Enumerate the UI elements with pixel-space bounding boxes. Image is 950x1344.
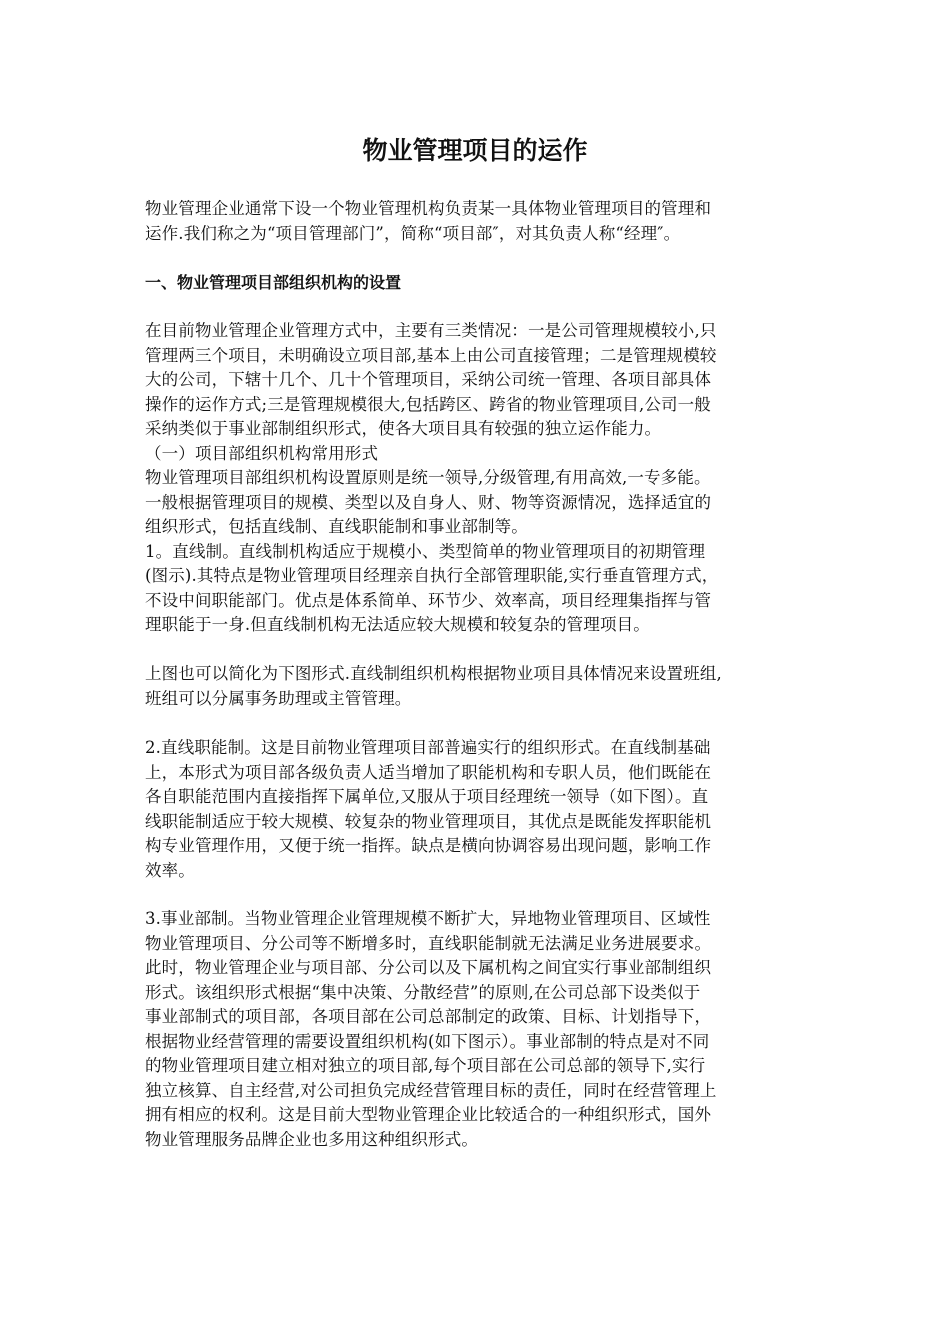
line-function-paragraph	[145, 736, 815, 883]
text-line: 根据物业经营管理的需要设置组织机构(如下图示）。事业部制的特点是对不同	[145, 1031, 710, 1051]
text-line: 操作的运作方式;三是管理规模很大,包括跨区、跨省的物业管理项目,公司一般	[145, 394, 711, 414]
text-line: 的物业管理项目建立相对独立的项目部,每个项目部在公司总部的领导下,实行	[145, 1056, 706, 1075]
text-line: 独立核算、自主经营,对公司担负完成经营管理目标的责任，同时在经营管理上	[145, 1080, 717, 1100]
text-line: 3.事业部制。当物业管理企业管理规模不断扩大，异地物业管理项目、区域性	[145, 909, 711, 928]
text-line: 一般根据管理项目的规模、类型以及自身人、财、物等资源情况，选择适宜的	[145, 492, 712, 512]
text-line: 大的公司，下辖十几个、几十个管理项目，采纳公司统一管理、各项目部具体	[145, 370, 712, 389]
text-line: 管理两三个项目，未明确设立项目部,基本上由公司直接管理；二是管理规模较	[145, 345, 717, 365]
intro-paragraph	[145, 197, 815, 246]
text-line: 上图也可以简化为下图形式.直线制组织机构根据物业项目具体情况来设置班组,	[145, 664, 722, 683]
text-line: 1。直线制。直线制机构适应于规模小、类型简单的物业管理项目的初期管理	[145, 541, 706, 561]
division-system-paragraph	[145, 907, 815, 1152]
text-line: 效率。	[145, 860, 195, 880]
text-line: 此时，物业管理企业与项目部、分公司以及下属机构之间宜实行事业部制组织	[145, 958, 712, 977]
text-line: 构专业管理作用，又便于统一指挥。缺点是横向协调容易出现问题，影响工作	[145, 836, 712, 855]
text-line: 组织形式，包括直线制、直线职能制和事业部制等。	[145, 517, 528, 536]
section-body	[145, 319, 815, 638]
text-line: 事业部制式的项目部，各项目部在公司总部制定的政策、目标、计划指导下，	[145, 1007, 712, 1026]
page-title: 物业管理项目的运作	[362, 136, 588, 165]
text-line: 拥有相应的权利。这是目前大型物业管理企业比较适合的一种组织形式，国外	[145, 1105, 712, 1124]
text-line: 不设中间职能部门。优点是体系简单、环节少、效率高，项目经理集指挥与管	[145, 590, 712, 610]
text-line: 在目前物业管理企业管理方式中，主要有三类情况：一是公司管理规模较小,只	[145, 321, 717, 340]
text-line: 物业管理企业通常下设一个物业管理机构负责某一具体物业管理项目的管理和	[145, 199, 712, 218]
text-line: 上，本形式为项目部各级负责人适当增加了职能机构和专职人员，他们既能在	[145, 762, 712, 782]
simplified-diagram-paragraph	[145, 662, 815, 711]
text-line: 物业管理服务品牌企业也多用这种组织形式。	[145, 1129, 478, 1149]
text-line: (图示).其特点是物业管理项目经理亲自执行全部管理职能,实行垂直管理方式，	[145, 566, 719, 585]
text-line: 物业管理项目部组织机构设置原则是统一领导,分级管理,有用高效,一专多能。	[145, 468, 711, 487]
text-line: 2.直线职能制。这是目前物业管理项目部普遍实行的组织形式。在直线制基础	[145, 738, 711, 757]
text-line: 运作.我们称之为“项目管理部门”，简称“项目部″，对其负责人称“经理″。	[145, 223, 681, 243]
text-line: 物业管理项目、分公司等不断增多时，直线职能制就无法满足业务进展要求。	[145, 933, 712, 953]
text-line: 形式。该组织形式根据“集中决策、分散经营”的原则,在公司总部下设类似于	[145, 982, 701, 1002]
text-line: 理职能于一身.但直线制机构无法适应较大规模和较复杂的管理项目。	[145, 615, 650, 634]
text-line: 班组可以分属事务助理或主管管理。	[145, 688, 412, 708]
text-line: 各自职能范围内直接指挥下属单位,又服从于项目经理统一领导（如下图）。直	[145, 787, 709, 806]
text-line: 线职能制适应于较大规模、较复杂的物业管理项目，其优点是既能发挥职能机	[145, 811, 712, 831]
section-heading: 一、物业管理项目部组织机构的设置	[145, 273, 402, 292]
subheading-line: （一）项目部组织机构常用形式	[145, 443, 379, 463]
text-line: 采纳类似于事业部制组织形式，使各大项目具有较强的独立运作能力。	[145, 419, 662, 438]
